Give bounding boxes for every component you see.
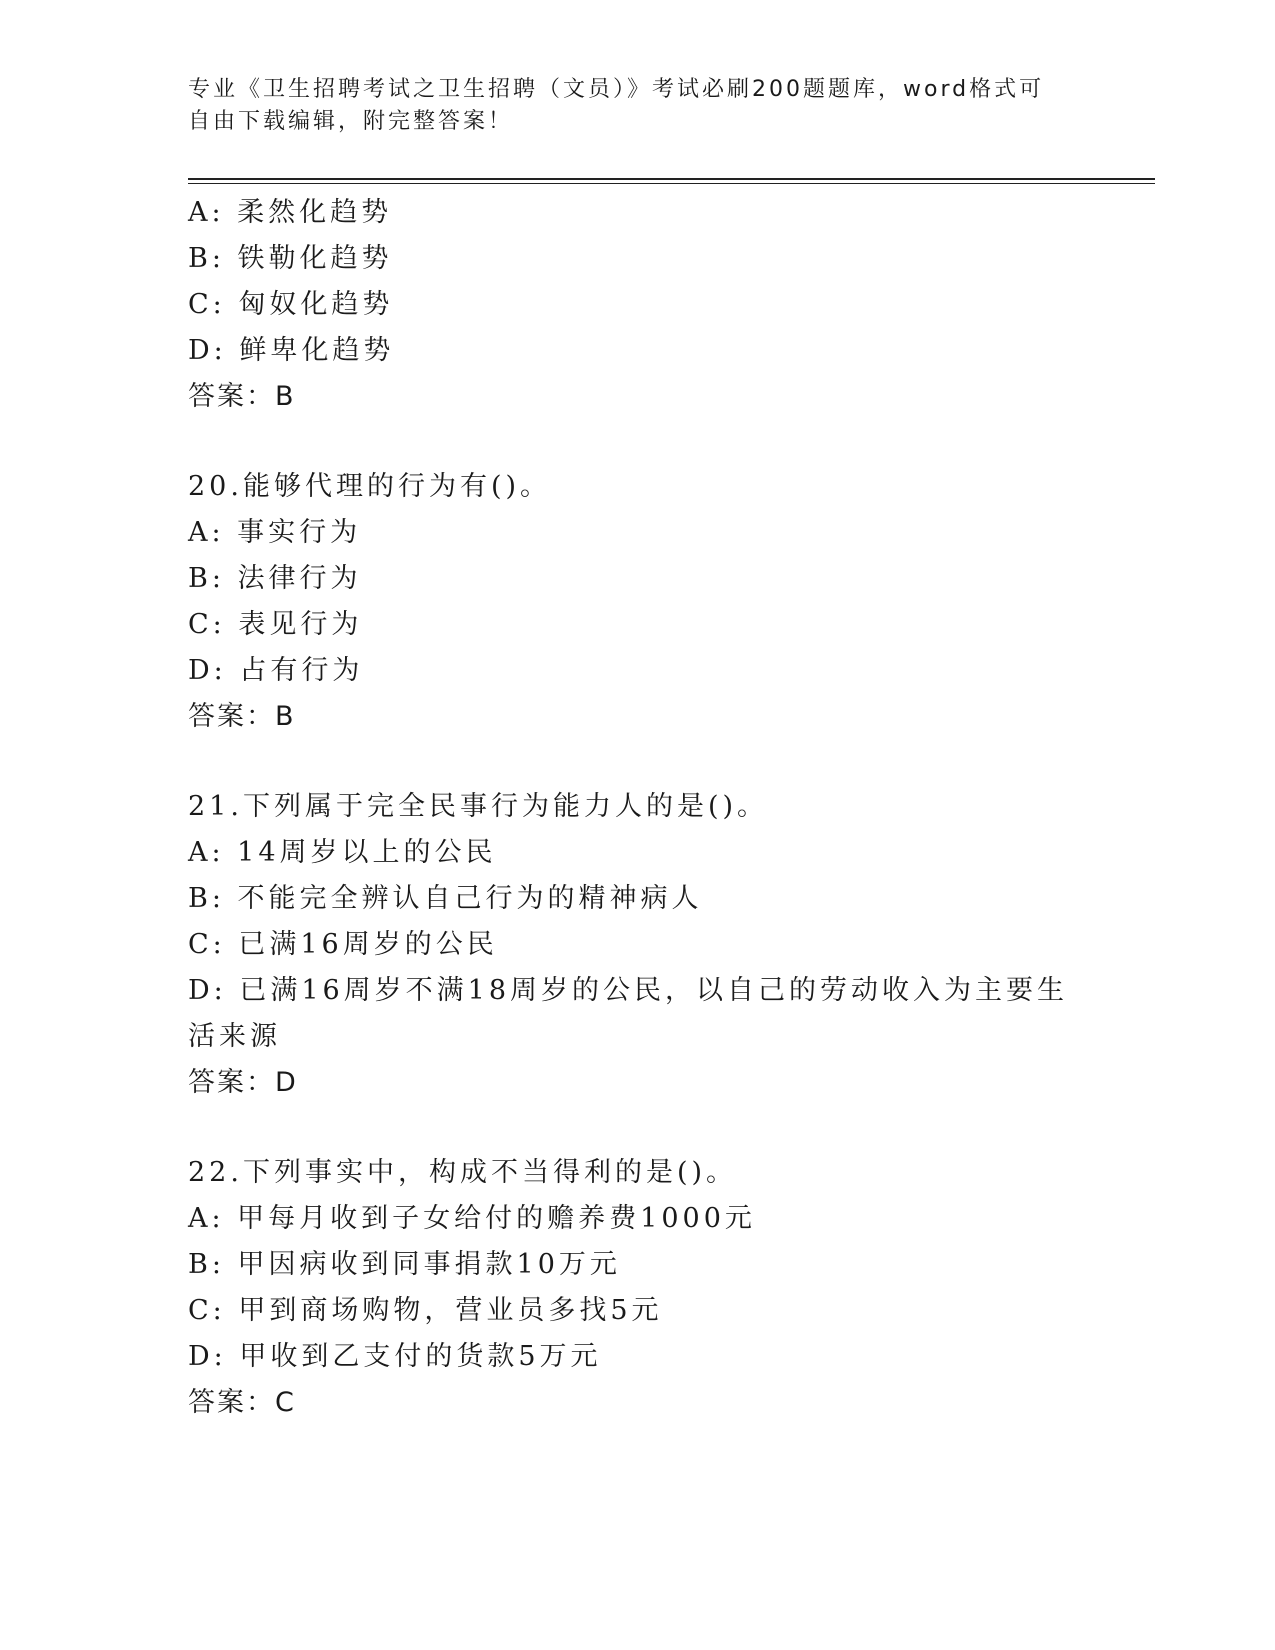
answer-label: 答案： bbox=[188, 381, 275, 412]
option-a: A: 事实行为 bbox=[188, 517, 362, 548]
answer-value: B bbox=[275, 701, 296, 732]
answer-line bbox=[188, 374, 1088, 420]
question-list bbox=[188, 190, 1088, 1426]
option-d: D: 占有行为 bbox=[188, 655, 364, 686]
option-b: B: 甲因病收到同事捐款10万元 bbox=[188, 1249, 621, 1280]
header-divider-thin bbox=[188, 183, 1155, 184]
question-stem: 22.下列事实中，构成不当得利的是()。 bbox=[188, 1157, 738, 1188]
question-20 bbox=[188, 464, 1088, 740]
option-c: C: 匈奴化趋势 bbox=[188, 289, 394, 320]
option-c: C: 表见行为 bbox=[188, 609, 363, 640]
answer-line bbox=[188, 1060, 1088, 1106]
question-partial bbox=[188, 190, 1088, 420]
answer-line bbox=[188, 694, 1088, 740]
answer-line bbox=[188, 1380, 1088, 1426]
answer-value: B bbox=[275, 381, 296, 412]
question-22 bbox=[188, 1150, 1088, 1426]
option-a: A: 柔然化趋势 bbox=[188, 197, 393, 228]
option-c: C: 甲到商场购物，营业员多找5元 bbox=[188, 1295, 663, 1326]
question-stem: 21.下列属于完全民事行为能力人的是()。 bbox=[188, 791, 769, 822]
page-header: 专业《卫生招聘考试之卫生招聘（文员）》考试必刷200题题库，word格式可自由下载编辑，附完整答案！ bbox=[188, 77, 1045, 134]
answer-label: 答案： bbox=[188, 1387, 275, 1418]
question-stem: 20.能够代理的行为有()。 bbox=[188, 471, 552, 502]
option-c: C: 已满16周岁的公民 bbox=[188, 929, 498, 960]
option-b: B: 不能完全辨认自己行为的精神病人 bbox=[188, 883, 703, 914]
option-a: A: 14周岁以上的公民 bbox=[188, 837, 497, 868]
option-a: A: 甲每月收到子女给付的赡养费1000元 bbox=[188, 1203, 756, 1234]
option-b: B: 法律行为 bbox=[188, 563, 362, 594]
answer-label: 答案： bbox=[188, 1067, 275, 1098]
option-b: B: 铁勒化趋势 bbox=[188, 243, 393, 274]
header-divider bbox=[188, 178, 1155, 180]
option-d: D: 鲜卑化趋势 bbox=[188, 335, 395, 366]
answer-value: C bbox=[275, 1387, 296, 1418]
option-d: D: 甲收到乙支付的货款5万元 bbox=[188, 1341, 602, 1372]
answer-label: 答案： bbox=[188, 701, 275, 732]
answer-value: D bbox=[275, 1067, 298, 1098]
option-d: D: 已满16周岁不满18周岁的公民，以自己的劳动收入为主要生活来源 bbox=[188, 975, 1069, 1052]
question-21 bbox=[188, 784, 1088, 1106]
